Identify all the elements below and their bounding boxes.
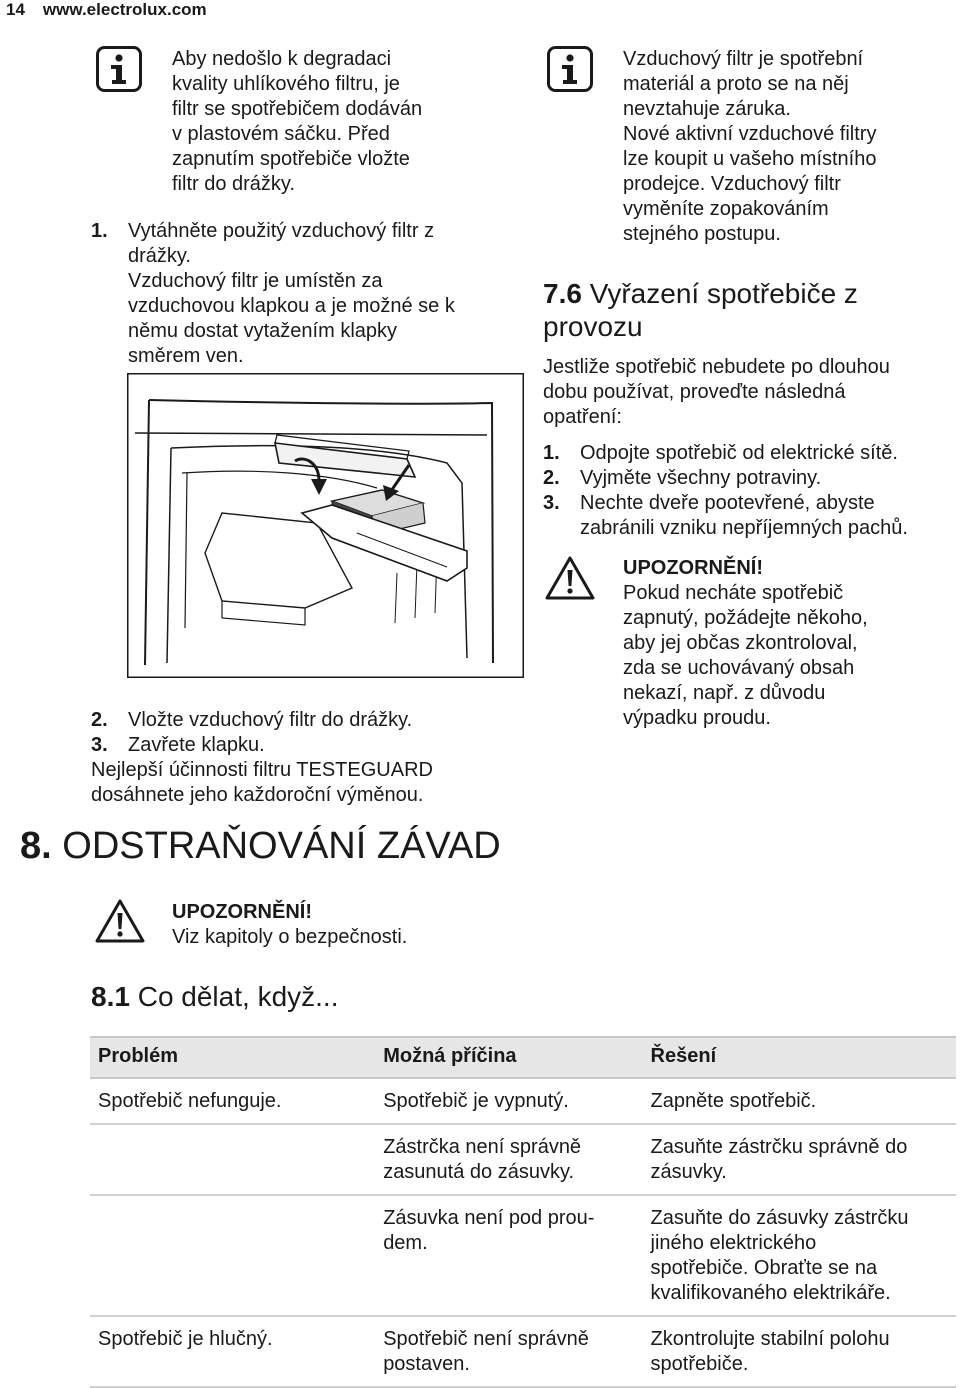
subsection-title-line: provozu <box>543 311 643 342</box>
warning-line: aby jej občas zkontroloval, <box>623 632 858 654</box>
subsection-title: Co dělat, když... <box>137 981 339 1012</box>
intro-line: dobu používat, proveďte následná <box>543 381 846 403</box>
note-line: Aby nedošlo k degradaci <box>172 48 392 70</box>
page-number: 14 <box>6 0 25 19</box>
table-row <box>90 1078 956 1124</box>
subsection-heading <box>91 980 338 1013</box>
cell-problem <box>90 1195 375 1316</box>
cell-problem <box>90 1124 375 1195</box>
note-line: Vzduchový filtr je spotřební <box>623 48 864 70</box>
note-line: Nové aktivní vzduchové filtry <box>623 123 877 145</box>
subsection-number: 8.1 <box>91 981 130 1012</box>
cell-line: Zapněte spotřebič. <box>650 1090 817 1112</box>
cell-line: Zástrčka není správně <box>383 1136 582 1158</box>
cell-line: dem. <box>383 1232 428 1254</box>
intro-paragraph <box>543 355 890 430</box>
step-text: zabránili vzniku nepříjemných pachů. <box>580 517 908 539</box>
warning-line: výpadku proudu. <box>623 707 771 729</box>
cell-line: zásuvky. <box>650 1161 727 1183</box>
cell-line: Zásuvka není pod prou- <box>383 1207 595 1229</box>
warning-note-right <box>623 556 868 731</box>
note-line: v plastovém sáčku. Před <box>172 123 390 145</box>
note-line: stejného postupu. <box>623 223 781 245</box>
warning-text: Viz kapitoly o bezpečnosti. <box>172 926 408 948</box>
step-number: 1. <box>543 442 560 464</box>
section-title: ODSTRAŇOVÁNÍ ZÁVAD <box>62 825 501 867</box>
cell-line: spotřebiče. <box>650 1353 749 1375</box>
table-header-row <box>90 1037 956 1078</box>
info-note-left <box>172 47 422 197</box>
step-number: 3. <box>543 492 560 514</box>
step-text: Vyjměte všechny potraviny. <box>580 467 822 489</box>
cell-line: spotřebiče. Obraťte se na <box>650 1257 878 1279</box>
column-header-solution: Řešení <box>643 1037 956 1078</box>
cell-line: zasunutá do zásuvky. <box>383 1161 575 1183</box>
note-line: filtr do drážky. <box>172 173 295 195</box>
step-3 <box>91 733 265 758</box>
cell-solution <box>643 1124 956 1195</box>
list-item <box>543 491 958 541</box>
warning-title: UPOZORNĚNÍ! <box>172 901 312 923</box>
step-line: směrem ven. <box>128 345 244 367</box>
step-text: Nechte dveře pootevřené, abyste <box>580 492 875 514</box>
warning-line: zapnutý, požádejte někoho, <box>623 607 868 629</box>
step-number: 3. <box>91 734 108 756</box>
intro-line: opatření: <box>543 406 622 428</box>
step-1 <box>91 219 511 369</box>
subsection-title-line: Vyřazení spotřebiče z <box>589 278 858 309</box>
cell-solution <box>643 1316 956 1387</box>
website-url[interactable]: www.electrolux.com <box>42 0 207 19</box>
cell-line: Zkontrolujte stabilní polohu <box>650 1328 890 1350</box>
tip-line: Nejlepší účinnosti filtru TESTEGUARD <box>91 759 433 781</box>
cell-line: jiného elektrického <box>650 1232 817 1254</box>
note-line: nevztahuje záruka. <box>623 98 791 120</box>
cell-solution <box>643 1195 956 1316</box>
step-text: Odpojte spotřebič od elektrické sítě. <box>580 442 898 464</box>
table-row <box>90 1195 956 1316</box>
filter-tip <box>91 758 433 808</box>
list-item <box>543 466 958 491</box>
info-icon <box>96 46 142 92</box>
step-number: 1. <box>91 220 108 242</box>
step-number: 2. <box>543 467 560 489</box>
intro-line: Jestliže spotřebič nebudete po dlouhou <box>543 356 890 378</box>
section-number: 8. <box>20 825 52 867</box>
tip-line: dosáhnete jeho každoroční výměnou. <box>91 784 424 806</box>
info-note-right <box>623 47 876 247</box>
cell-cause <box>375 1316 642 1387</box>
cell-line: Spotřebič nefunguje. <box>98 1090 282 1112</box>
note-line: filtr se spotřebičem dodáván <box>172 98 423 120</box>
disconnect-steps <box>543 441 958 541</box>
step-line: němu dostat vytažením klapky <box>128 320 398 342</box>
list-item <box>543 441 958 466</box>
warning-icon <box>94 898 146 944</box>
subsection-number: 7.6 <box>543 278 582 309</box>
filter-illustration <box>127 373 524 683</box>
warning-icon <box>544 555 596 601</box>
note-line: kvality uhlíkového filtru, je <box>172 73 400 95</box>
cell-solution <box>643 1078 956 1124</box>
note-line: vyměníte zopakováním <box>623 198 829 220</box>
cell-problem <box>90 1078 375 1124</box>
warning-note-section8 <box>172 900 407 950</box>
step-line: drážky. <box>128 245 191 267</box>
page-header <box>6 0 207 20</box>
cell-line: kvalifikovaného elektrikáře. <box>650 1282 891 1304</box>
cell-line: Spotřebič není správně <box>383 1328 589 1350</box>
step-line: vzduchovou klapkou a je možné se k <box>128 295 455 317</box>
cell-line: Spotřebič je vypnutý. <box>383 1090 569 1112</box>
note-line: lze koupit u vašeho místního <box>623 148 877 170</box>
note-line: materiál a proto se na něj <box>623 73 849 95</box>
cell-problem <box>90 1316 375 1387</box>
step-line: Vzduchový filtr je umístěn za <box>128 270 383 292</box>
cell-line: Zasuňte zástrčku správně do <box>650 1136 908 1158</box>
table-row <box>90 1124 956 1195</box>
cell-cause <box>375 1124 642 1195</box>
cell-line: Spotřebič je hlučný. <box>98 1328 273 1350</box>
cell-line: Zasuňte do zásuvky zástrčku <box>650 1207 909 1229</box>
warning-line: nekazí, např. z důvodu <box>623 682 826 704</box>
note-line: zapnutím spotřebiče vložte <box>172 148 410 170</box>
cell-cause <box>375 1195 642 1316</box>
cell-cause <box>375 1078 642 1124</box>
step-2 <box>91 708 412 733</box>
table-row <box>90 1316 956 1387</box>
column-header-problem: Problém <box>90 1037 375 1078</box>
warning-line: zda se uchovávaný obsah <box>623 657 855 679</box>
info-icon <box>547 46 593 92</box>
step-text: Zavřete klapku. <box>128 734 265 756</box>
section-7-6-heading <box>543 277 858 343</box>
step-number: 2. <box>91 709 108 731</box>
troubleshooting-table <box>90 1036 956 1388</box>
section-heading <box>20 824 501 868</box>
step-text: Vložte vzduchový filtr do drážky. <box>128 709 413 731</box>
column-header-cause: Možná příčina <box>375 1037 642 1078</box>
warning-line: Pokud necháte spotřebič <box>623 582 844 604</box>
cell-line: postaven. <box>383 1353 470 1375</box>
note-line: prodejce. Vzduchový filtr <box>623 173 841 195</box>
step-line: Vytáhněte použitý vzduchový filtr z <box>128 220 435 242</box>
warning-title: UPOZORNĚNÍ! <box>623 557 763 579</box>
